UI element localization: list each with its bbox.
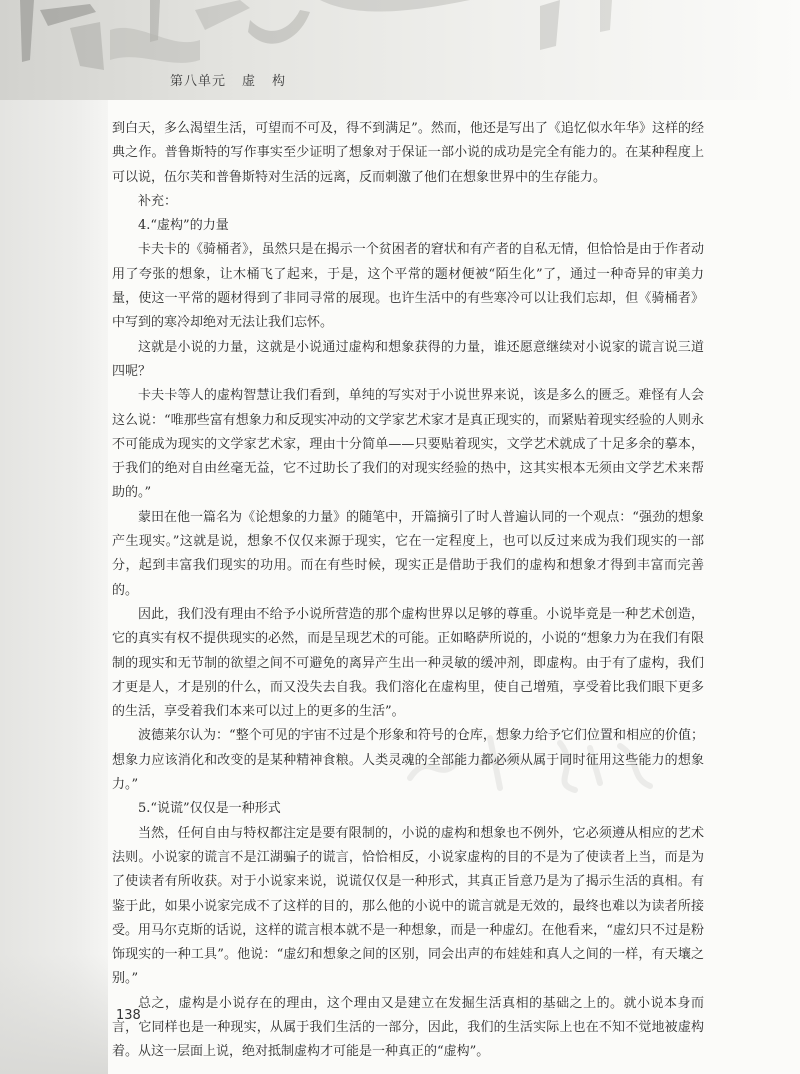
unit-title-char-1: 虚: [242, 74, 257, 89]
supplement-label: 补充：: [138, 193, 178, 209]
page-number: 138: [116, 1008, 141, 1023]
left-band-shadow: [0, 954, 108, 1074]
paragraph: 当然，任何自由与特权都注定是要有限制的，小说的虚构和想象也不例外，它必须遵从相应的艺术法则。小说家的谎言不是江湖骗子的谎言，恰恰相反，小说家虚构的目的不是为了使读者上当，而是为了使读者有所收获。对于小说家来说，说谎仅仅是一种形式，其真正旨意乃是为了揭示生活的真相。有鉴于此，如果小说家完成不了这样的目的，那么他的小说中的谎言就是无效的，最终也难以为读者所接受。用马尔克斯的话说，这样的谎言根本就不是一种想象，而是一种虚幻。在他看来，“虚幻只不过是粉饰现实的一种工具”。他说：“虚幻和想象之间的区别，同会出声的布娃娃和真人之间的一样，有天壤之别。”: [112, 825, 704, 987]
ink-brush-art: [0, 0, 800, 100]
left-margin-band: [0, 0, 108, 1074]
paragraph: 因此，我们没有理由不给予小说所营造的那个虚构世界以足够的尊重。小说毕竟是一种艺术创造，它的真实有权不提供现实的必然，而是呈现艺术的可能。正如略萨所说的，小说的“想象力为在我们有限制的现实和无节制的欲望之间不可避免的离异产生出一种灵敏的缓冲剂，即虚构。由于有了虚构，我们才更是人，才是别的什么，而又没失去自我。我们溶化在虚构里，使自己增殖，享受着比我们眼下更多的生活，享受着我们本来可以过上的更多的生活”。: [112, 606, 704, 720]
paragraph: 蒙田在他一篇名为《论想象的力量》的随笔中，开篇摘引了时人普遍认同的一个观点：“强劲的想象产生现实。”这就是说，想象不仅仅来源于现实，它在一定程度上，也可以反过来成为我们现实的一部分，起到丰富我们现实的功用。而在有些时候，现实正是借助于我们的虚构和想象才得到丰富而完善的。: [112, 509, 704, 598]
paragraph: 卡夫卡的《骑桶者》，虽然只是在揭示一个贫困者的窘状和有产者的自私无情，但恰恰是由于作者动用了夸张的想象，让木桶飞了起来，于是，这个平常的题材便被“陌生化”了，通过一种奇异的审美力量，使这一平常的题材得到了非同寻常的展现。也许生活中的有些寒冷可以让我们忘却，但《骑桶者》中写到的寒冷却绝对无法让我们忘怀。: [112, 242, 704, 331]
paragraph-continued: 到白天，多么渴望生活，可望而不可及，得不到满足”。然而，他还是写出了《追忆似水年华》这样的经典之作。普鲁斯特的写作事实至少证明了想象对于保证一部小说的成功是完全有能力的。在某种程度上可以说，伍尔芙和普鲁斯特对生活的远离，反而刺激了他们在想象世界中的生存能力。: [112, 121, 704, 185]
unit-label: 第八单元: [170, 74, 227, 89]
section-heading-4: 4.“虚构”的力量: [138, 218, 229, 234]
paragraph: 这就是小说的力量，这就是小说通过虚构和想象获得的力量，谁还愿意继续对小说家的谎言说三道四呢？: [112, 339, 704, 379]
unit-title-char-2: 构: [272, 74, 287, 89]
paragraph: 波德莱尔认为：“整个可见的宇宙不过是个形象和符号的仓库，想象力给予它们位置和相应的价值；想象力应该消化和改变的是某种精神食粮。人类灵魂的全部能力都必须从属于同时征用这些能力的想象力。”: [112, 728, 704, 793]
paragraph: 卡夫卡等人的虚构智慧让我们看到，单纯的写实对于小说世界来说，该是多么的匮乏。难怪有人会这么说：“唯那些富有想象力和反现实冲动的文学家艺术家才是真正现实的，而紧贴着现实经验的人则永不可能成为现实的文学家艺术家，理由十分简单——只要贴着现实，文学艺术就成了十足多余的摹本，于我们的绝对自由丝毫无益，它不过助长了我们的对现实经验的热中，这其实根本无须由文学艺术来帮助的。”: [112, 388, 704, 501]
paragraph: 总之，虚构是小说存在的理由，这个理由又是建立在发掘生活真相的基础之上的。就小说本身而言，它同样也是一种现实，从属于我们生活的一部分，因此，我们的生活实际上也在不知不觉地被虚构着。从这一层面上说，绝对抵制虚构才可能是一种真正的“虚构”。: [112, 995, 704, 1060]
section-heading-5: 5.“说谎”仅仅是一种形式: [138, 801, 281, 817]
header-ink-illustration: [0, 0, 800, 100]
unit-title: [170, 70, 286, 89]
body-text: [112, 117, 704, 1065]
